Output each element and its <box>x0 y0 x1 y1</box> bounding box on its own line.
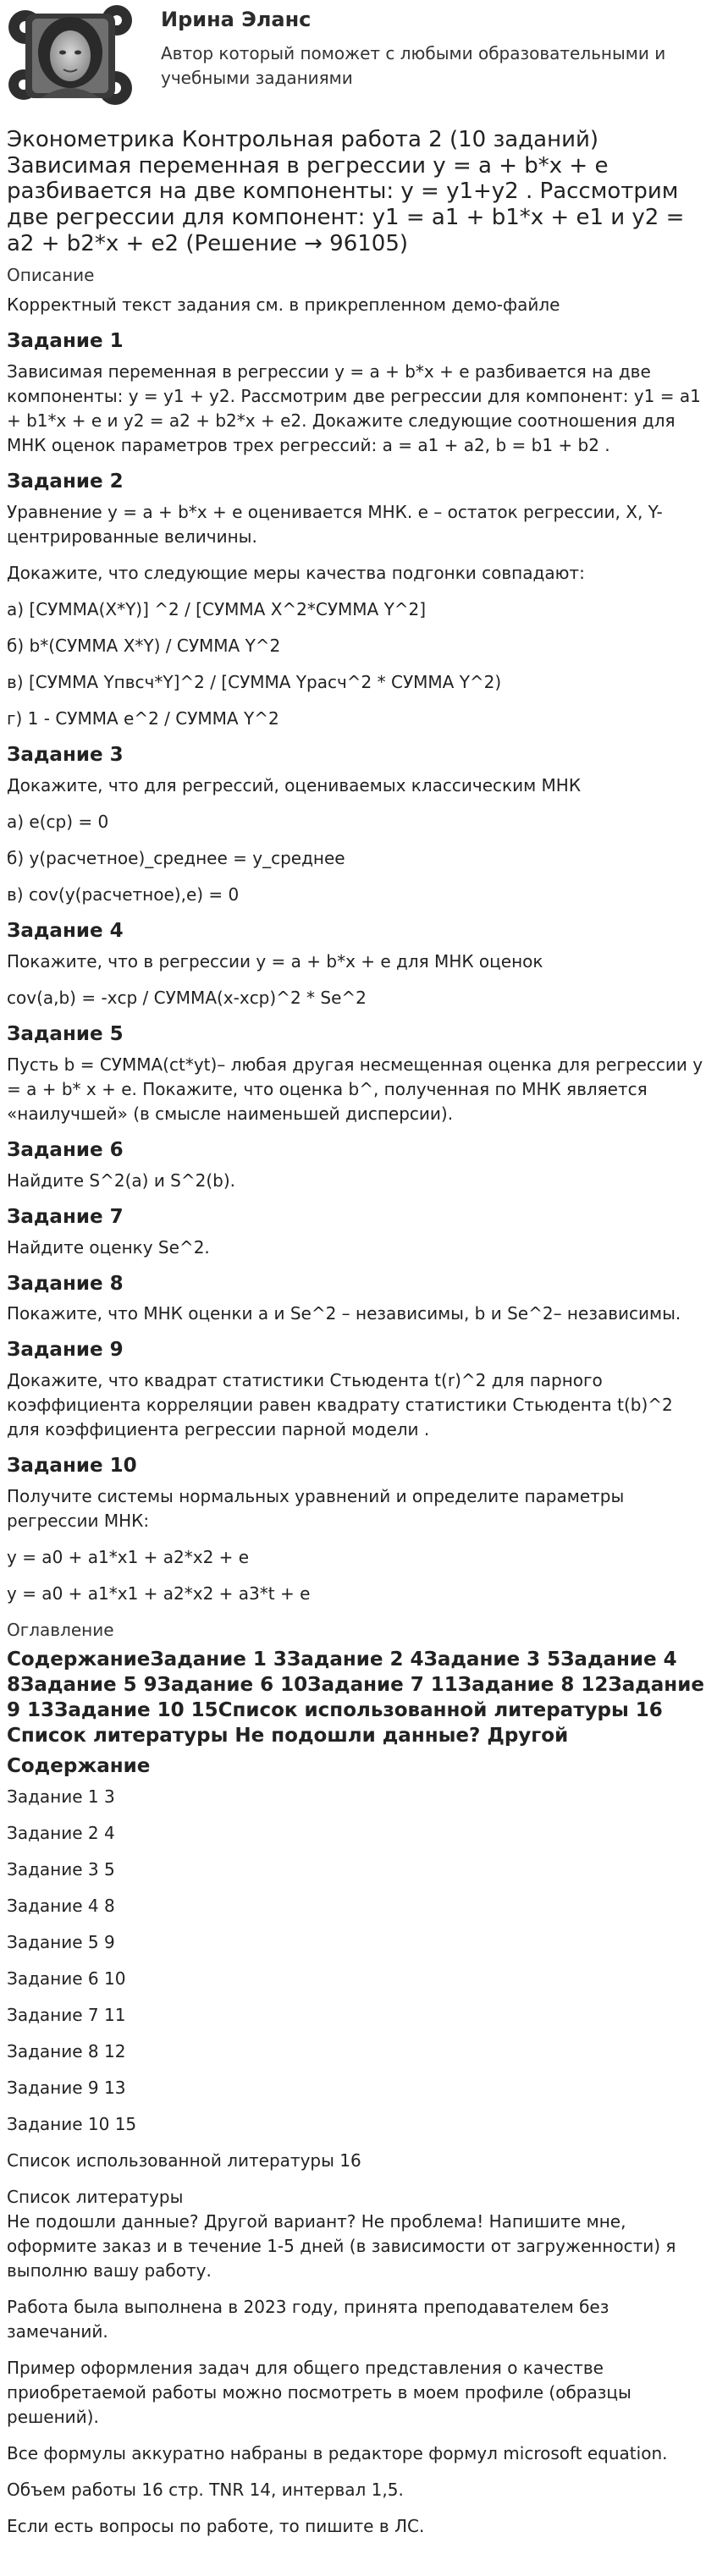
author-description: Автор который поможет с любыми образовательными и учебными заданиями <box>161 43 666 89</box>
task-paragraph: б) b*(СУММА X*Y) / СУММА Y^2 <box>7 636 281 657</box>
footer-paragraph: Пример оформления задач для общего представления о качестве приобретаемой работы можно посмотреть в моем профиле (образцы решений). <box>7 2357 632 2427</box>
task-paragraph: а) e(ср) = 0 <box>7 812 109 833</box>
task-paragraph: Покажите, что в регрессии y = a + b*x + e для МНК оценок <box>7 950 543 972</box>
contents-item: Задание 10 15 <box>7 2113 137 2134</box>
task-paragraph: cov(a,b) = -xср / СУММА(x-xср)^2 * Se^2 <box>7 987 367 1008</box>
author-avatar[interactable] <box>7 3 134 108</box>
task-heading: Задание 4 <box>7 920 124 943</box>
task-paragraph: г) 1 - СУММА e^2 / СУММА Y^2 <box>7 708 279 729</box>
footer-section <box>7 2210 710 2539</box>
task-paragraph: Уравнение y = a + b*x + e оценивается МНК. e – остаток регрессии, X, Y- центрированные величины. <box>7 502 663 548</box>
task-paragraph: б) y(расчетное)_среднее = y_среднее <box>7 848 345 869</box>
contents-item: Задание 3 5 <box>7 1858 115 1880</box>
contents-item: Задание 8 12 <box>7 2040 126 2061</box>
task-paragraph: в) [СУММА Yпвсч*Y]^2 / [СУММА Yрасч^2 * СУММА Y^2) <box>7 672 502 693</box>
task-paragraph: Покажите, что МНК оценки a и Se^2 – независимы, b и Se^2– независимы. <box>7 1303 681 1324</box>
footer-paragraph: Не подошли данные? Другой вариант? Не проблема! Напишите мне, оформите заказ и в течение 1-5 дней (в зависимости от загруженности) я выполню вашу работу. <box>7 2210 676 2281</box>
references-title: Список литературы <box>7 2186 184 2207</box>
task-paragraph: Докажите, что для регрессий, оцениваемых классическим МНК <box>7 775 582 796</box>
task-heading: Задание 10 <box>7 1455 137 1478</box>
task-paragraph: y = a0 + a1*x1 + a2*x2 + e <box>7 1547 250 1568</box>
contents-item: Задание 2 4 <box>7 1822 115 1843</box>
contents-item: Задание 5 9 <box>7 1931 115 1952</box>
task-paragraph: Найдите S^2(a) и S^2(b). <box>7 1170 236 1191</box>
task-paragraph: y = a0 + a1*x1 + a2*x2 + a3*t + e <box>7 1583 311 1604</box>
footer-paragraph: Если есть вопросы по работе, то пишите в ЛС. <box>7 2515 425 2536</box>
task-paragraph: Пусть b = СУММА(ct*yt)– любая другая несмещенная оценка для регрессии y = a + b* x + e. Покажите, что оценка b^, полученная по МНК является «наилучшей» (в смысле наименьшей дисперсии). <box>7 1054 703 1124</box>
task-paragraph: Зависимая переменная в регрессии y = a + b*x + e разбивается на две компоненты: y = y1 + y2. Рассмотрим две регрессии для компонент: y1 = a1 + b1*x + e и y2 = a2 + b2*x + e2. Докажите следующие соотношения для МНК оценок параметров трех регрессий: a = a1 + a2, b = b1 + b2 . <box>7 361 701 456</box>
footer-paragraph: Объем работы 16 стр. TNR 14, интервал 1,5. <box>7 2479 404 2500</box>
task-heading: Задание 2 <box>7 471 124 493</box>
page-title: Эконометрика Контрольная работа 2 (10 заданий) Зависимая переменная в регрессии y = a + b*x + e разбивается на две компоненты: y = y1+y2 . Рассмотрим две регрессии для компонент: y1 = a1 + b1*x + e1 и y2 = a2 + b2*x + e2 (Решение → 96105) <box>7 127 685 256</box>
task-heading: Задание 9 <box>7 1339 124 1362</box>
author-name[interactable]: Ирина Эланс <box>161 8 312 31</box>
author-card <box>7 0 710 118</box>
toc-run: СодержаниеЗадание 1 3Задание 2 4Задание 3 5Задание 4 8Задание 5 9Задание 6 10Задание 7 11Задание 8 12Задание 9 13Задание 10 15Список использованной литературы 16 Список литературы Не подошли данные? Другой <box>7 1649 704 1747</box>
task-paragraph: Найдите оценку Se^2. <box>7 1236 210 1258</box>
contents-heading: Содержание <box>7 1754 151 1777</box>
task-heading: Задание 8 <box>7 1272 124 1295</box>
task-paragraph: Докажите, что следующие меры качества подгонки совпадают: <box>7 563 585 584</box>
tasks-section <box>7 329 710 1606</box>
task-heading: Задание 5 <box>7 1022 124 1045</box>
contents-item: Задание 6 10 <box>7 1968 126 1989</box>
contents-item: Задание 1 3 <box>7 1786 115 1807</box>
description-label: Описание <box>7 265 95 286</box>
contents-item: Задание 4 8 <box>7 1895 115 1916</box>
contents-item: Задание 9 13 <box>7 2077 126 2098</box>
task-paragraph: а) [СУММА(X*Y)] ^2 / [СУММА X^2*СУММА Y^2] <box>7 599 427 620</box>
task-heading: Задание 7 <box>7 1205 124 1228</box>
task-heading: Задание 6 <box>7 1138 124 1161</box>
task-paragraph: Докажите, что квадрат статистики Стьюдента t(r)^2 для парного коэффициента корреляции равен квадрату статистики Стьюдента t(b)^2 для коэффициента регрессии парной модели . <box>7 1370 673 1440</box>
task-heading: Задание 1 <box>7 330 124 353</box>
footer-paragraph: Все формулы аккуратно набраны в редакторе формул microsoft equation. <box>7 2442 668 2463</box>
footer-paragraph: Работа была выполнена в 2023 году, принята преподавателем без замечаний. <box>7 2296 609 2342</box>
contents-list <box>7 1785 710 2173</box>
contents-item: Список использованной литературы 16 <box>7 2149 361 2171</box>
description-text: Корректный текст задания см. в прикрепленном демо-файле <box>7 294 560 316</box>
task-heading: Задание 3 <box>7 744 124 767</box>
avatar-photo-icon <box>7 3 134 108</box>
toc-label: Оглавление <box>7 1620 114 1641</box>
task-paragraph: Получите системы нормальных уравнений и определите параметры регрессии МНК: <box>7 1486 625 1532</box>
task-paragraph: в) cov(y(расчетное),e) = 0 <box>7 884 240 905</box>
contents-item: Задание 7 11 <box>7 2004 126 2025</box>
